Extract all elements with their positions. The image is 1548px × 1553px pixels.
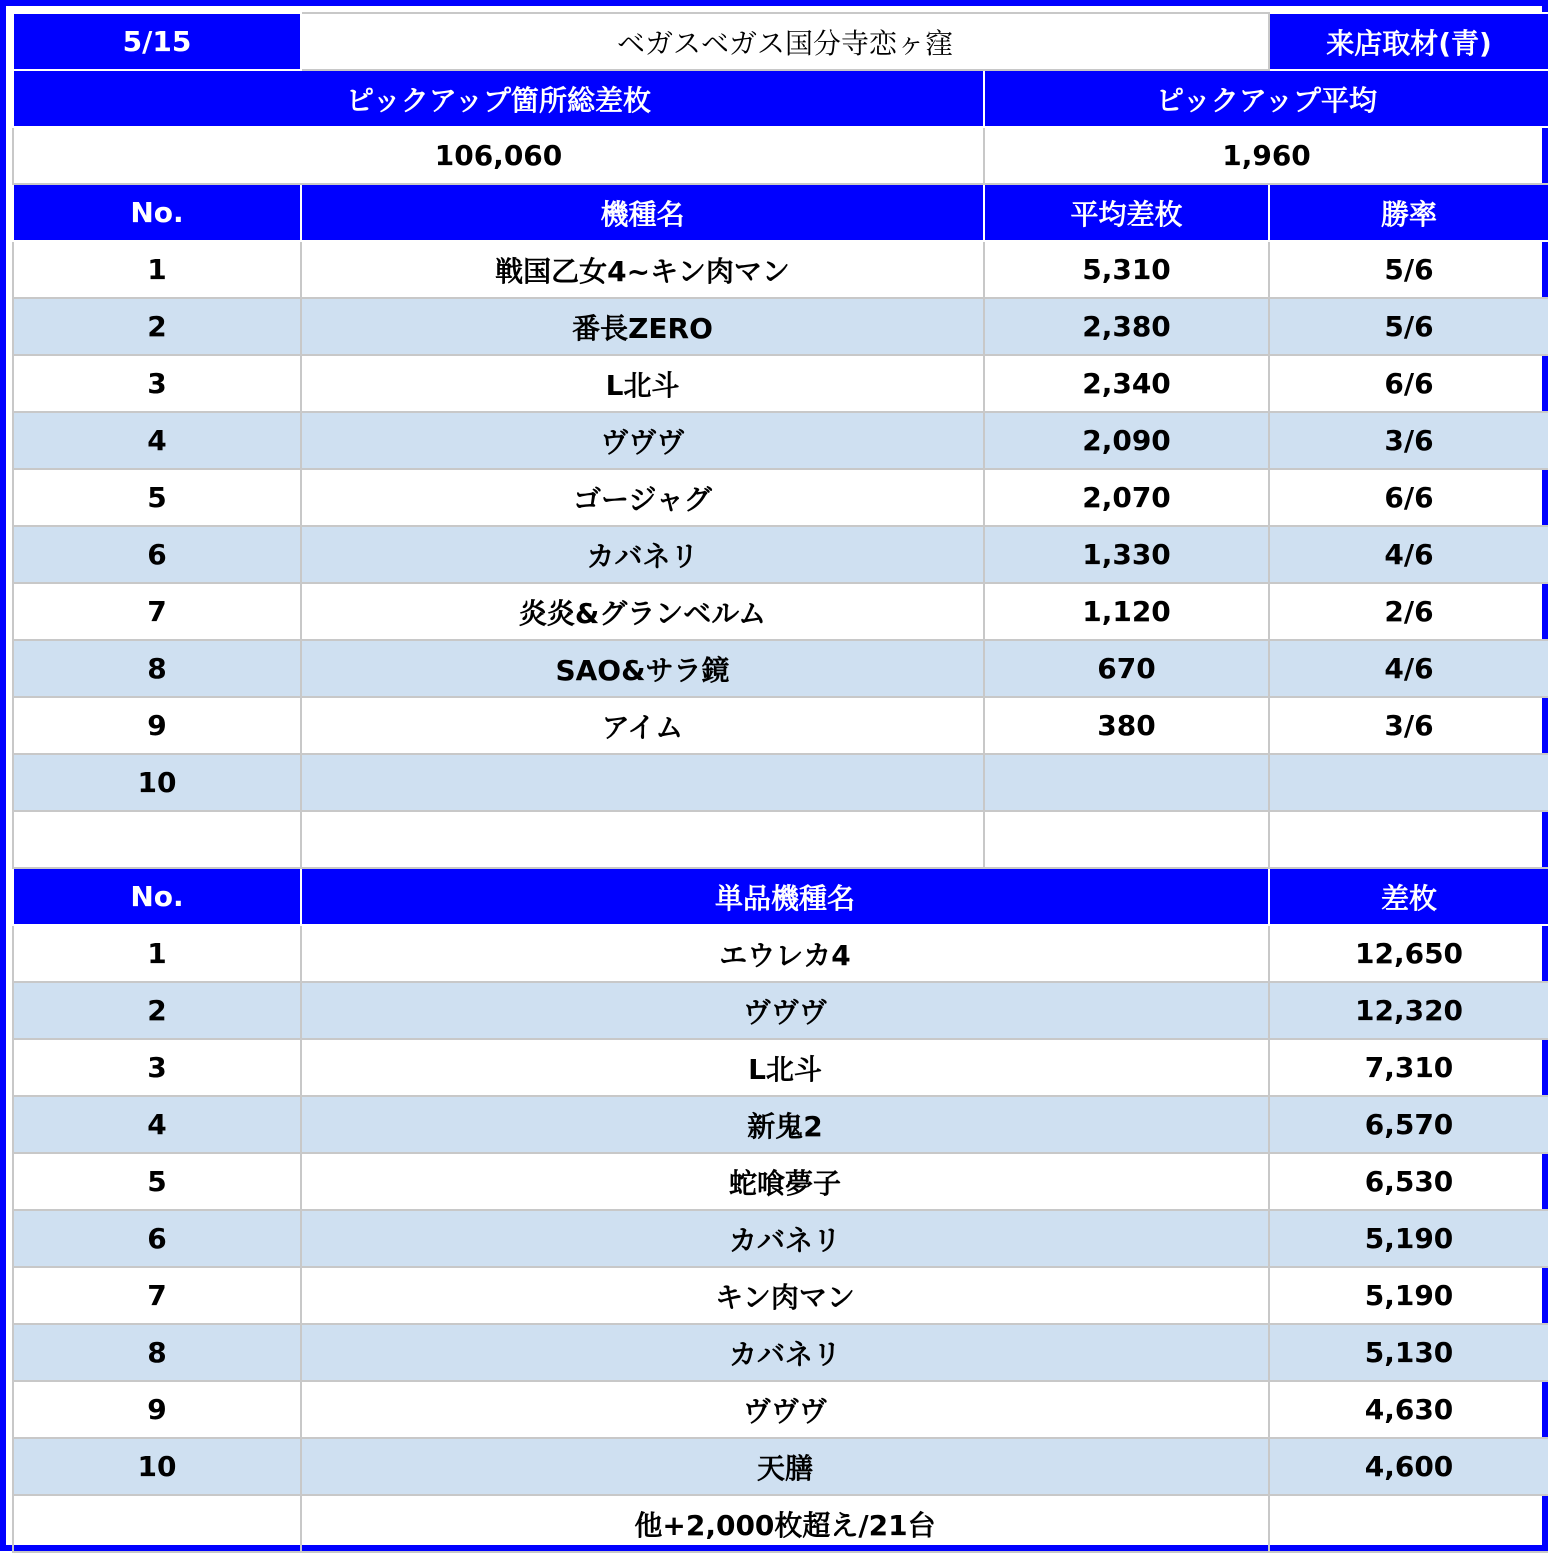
row-number: 5 <box>13 469 301 526</box>
single-row <box>13 1039 1548 1096</box>
col-header-win-rate: 勝率 <box>1269 184 1548 241</box>
single-row <box>13 1096 1548 1153</box>
diff-value: 5,190 <box>1269 1210 1548 1267</box>
avg-diff: 5,310 <box>984 241 1269 298</box>
spacer-cell <box>13 811 301 868</box>
single-row <box>13 1267 1548 1324</box>
win-rate: 5/6 <box>1269 298 1548 355</box>
diff-value: 7,310 <box>1269 1039 1548 1096</box>
avg-diff: 2,340 <box>984 355 1269 412</box>
model-row <box>13 640 1548 697</box>
store-name: ベガスベガス国分寺恋ヶ窪 <box>301 13 1269 70</box>
win-rate: 3/6 <box>1269 697 1548 754</box>
spacer-cell <box>1269 811 1548 868</box>
model-name: L北斗 <box>301 355 984 412</box>
single-model-name: カバネリ <box>301 1210 1269 1267</box>
avg-diff: 1,120 <box>984 583 1269 640</box>
row-number: 3 <box>13 355 301 412</box>
single-model-name: ヴヴヴ <box>301 982 1269 1039</box>
col-header-diff: 差枚 <box>1269 868 1548 925</box>
avg-diff: 1,330 <box>984 526 1269 583</box>
model-name: ヴヴヴ <box>301 412 984 469</box>
row-number: 5 <box>13 1153 301 1210</box>
single-row <box>13 1438 1548 1495</box>
col-header-model-name: 機種名 <box>301 184 984 241</box>
pickup-total-value: 106,060 <box>13 127 984 184</box>
row-number: 2 <box>13 298 301 355</box>
win-rate: 3/6 <box>1269 412 1548 469</box>
date-cell: 5/15 <box>13 13 301 70</box>
event-label: 来店取材(青) <box>1269 13 1548 70</box>
model-row <box>13 583 1548 640</box>
model-row <box>13 412 1548 469</box>
single-model-name: キン肉マン <box>301 1267 1269 1324</box>
diff-value: 4,600 <box>1269 1438 1548 1495</box>
single-row <box>13 1324 1548 1381</box>
avg-diff <box>984 754 1269 811</box>
single-row <box>13 982 1548 1039</box>
results-table <box>12 12 1548 1553</box>
diff-value: 12,650 <box>1269 925 1548 982</box>
win-rate: 5/6 <box>1269 241 1548 298</box>
diff-value: 12,320 <box>1269 982 1548 1039</box>
spacer-cell <box>984 811 1269 868</box>
row-number: 2 <box>13 982 301 1039</box>
avg-diff: 2,070 <box>984 469 1269 526</box>
row-number: 6 <box>13 526 301 583</box>
col-header-no: No. <box>13 868 301 925</box>
single-model-name: カバネリ <box>301 1324 1269 1381</box>
singles-footer-row <box>13 1495 1548 1552</box>
model-name: 戦国乙女4~キン肉マン <box>301 241 984 298</box>
footer-note: 他+2,000枚超え/21台 <box>301 1495 1269 1552</box>
single-model-name: 天膳 <box>301 1438 1269 1495</box>
model-name: 番長ZERO <box>301 298 984 355</box>
single-row <box>13 1153 1548 1210</box>
spacer-row <box>13 811 1548 868</box>
single-model-name: ヴヴヴ <box>301 1381 1269 1438</box>
avg-diff: 2,380 <box>984 298 1269 355</box>
model-row <box>13 526 1548 583</box>
model-row <box>13 697 1548 754</box>
summary-value-row <box>13 127 1548 184</box>
row-number: 10 <box>13 754 301 811</box>
row-number: 4 <box>13 412 301 469</box>
summary-header-row <box>13 70 1548 127</box>
avg-diff: 380 <box>984 697 1269 754</box>
win-rate <box>1269 754 1548 811</box>
row-number: 10 <box>13 1438 301 1495</box>
models-header-row <box>13 184 1548 241</box>
pickup-total-header: ピックアップ箇所総差枚 <box>13 70 984 127</box>
avg-diff: 670 <box>984 640 1269 697</box>
spacer-cell <box>301 811 984 868</box>
single-model-name: エウレカ4 <box>301 925 1269 982</box>
row-number: 9 <box>13 1381 301 1438</box>
row-number: 8 <box>13 1324 301 1381</box>
model-row <box>13 754 1548 811</box>
win-rate: 4/6 <box>1269 526 1548 583</box>
diff-value: 6,530 <box>1269 1153 1548 1210</box>
singles-header-row <box>13 868 1548 925</box>
row-number: 6 <box>13 1210 301 1267</box>
row-number: 9 <box>13 697 301 754</box>
win-rate: 2/6 <box>1269 583 1548 640</box>
row-number: 3 <box>13 1039 301 1096</box>
single-model-name: 新鬼2 <box>301 1096 1269 1153</box>
single-model-name: 蛇喰夢子 <box>301 1153 1269 1210</box>
model-name: 炎炎&グランベルム <box>301 583 984 640</box>
model-name: カバネリ <box>301 526 984 583</box>
row-number: 7 <box>13 583 301 640</box>
single-model-name: L北斗 <box>301 1039 1269 1096</box>
footer-empty-cell <box>1269 1495 1548 1552</box>
col-header-single-model-name: 単品機種名 <box>301 868 1269 925</box>
single-row <box>13 1210 1548 1267</box>
model-row <box>13 241 1548 298</box>
row-number: 1 <box>13 925 301 982</box>
win-rate: 4/6 <box>1269 640 1548 697</box>
diff-value: 6,570 <box>1269 1096 1548 1153</box>
diff-value: 5,130 <box>1269 1324 1548 1381</box>
title-row <box>13 13 1548 70</box>
model-row <box>13 469 1548 526</box>
row-number: 1 <box>13 241 301 298</box>
win-rate: 6/6 <box>1269 469 1548 526</box>
col-header-avg-diff: 平均差枚 <box>984 184 1269 241</box>
model-row <box>13 355 1548 412</box>
single-row <box>13 925 1548 982</box>
model-name: SAO&サラ鏡 <box>301 640 984 697</box>
row-number: 4 <box>13 1096 301 1153</box>
diff-value: 5,190 <box>1269 1267 1548 1324</box>
diff-value: 4,630 <box>1269 1381 1548 1438</box>
single-row <box>13 1381 1548 1438</box>
model-name: アイム <box>301 697 984 754</box>
pickup-average-header: ピックアップ平均 <box>984 70 1548 127</box>
model-name <box>301 754 984 811</box>
pickup-average-value: 1,960 <box>984 127 1548 184</box>
footer-empty-cell <box>13 1495 301 1552</box>
avg-diff: 2,090 <box>984 412 1269 469</box>
row-number: 8 <box>13 640 301 697</box>
row-number: 7 <box>13 1267 301 1324</box>
model-name: ゴージャグ <box>301 469 984 526</box>
col-header-no: No. <box>13 184 301 241</box>
model-row <box>13 298 1548 355</box>
win-rate: 6/6 <box>1269 355 1548 412</box>
